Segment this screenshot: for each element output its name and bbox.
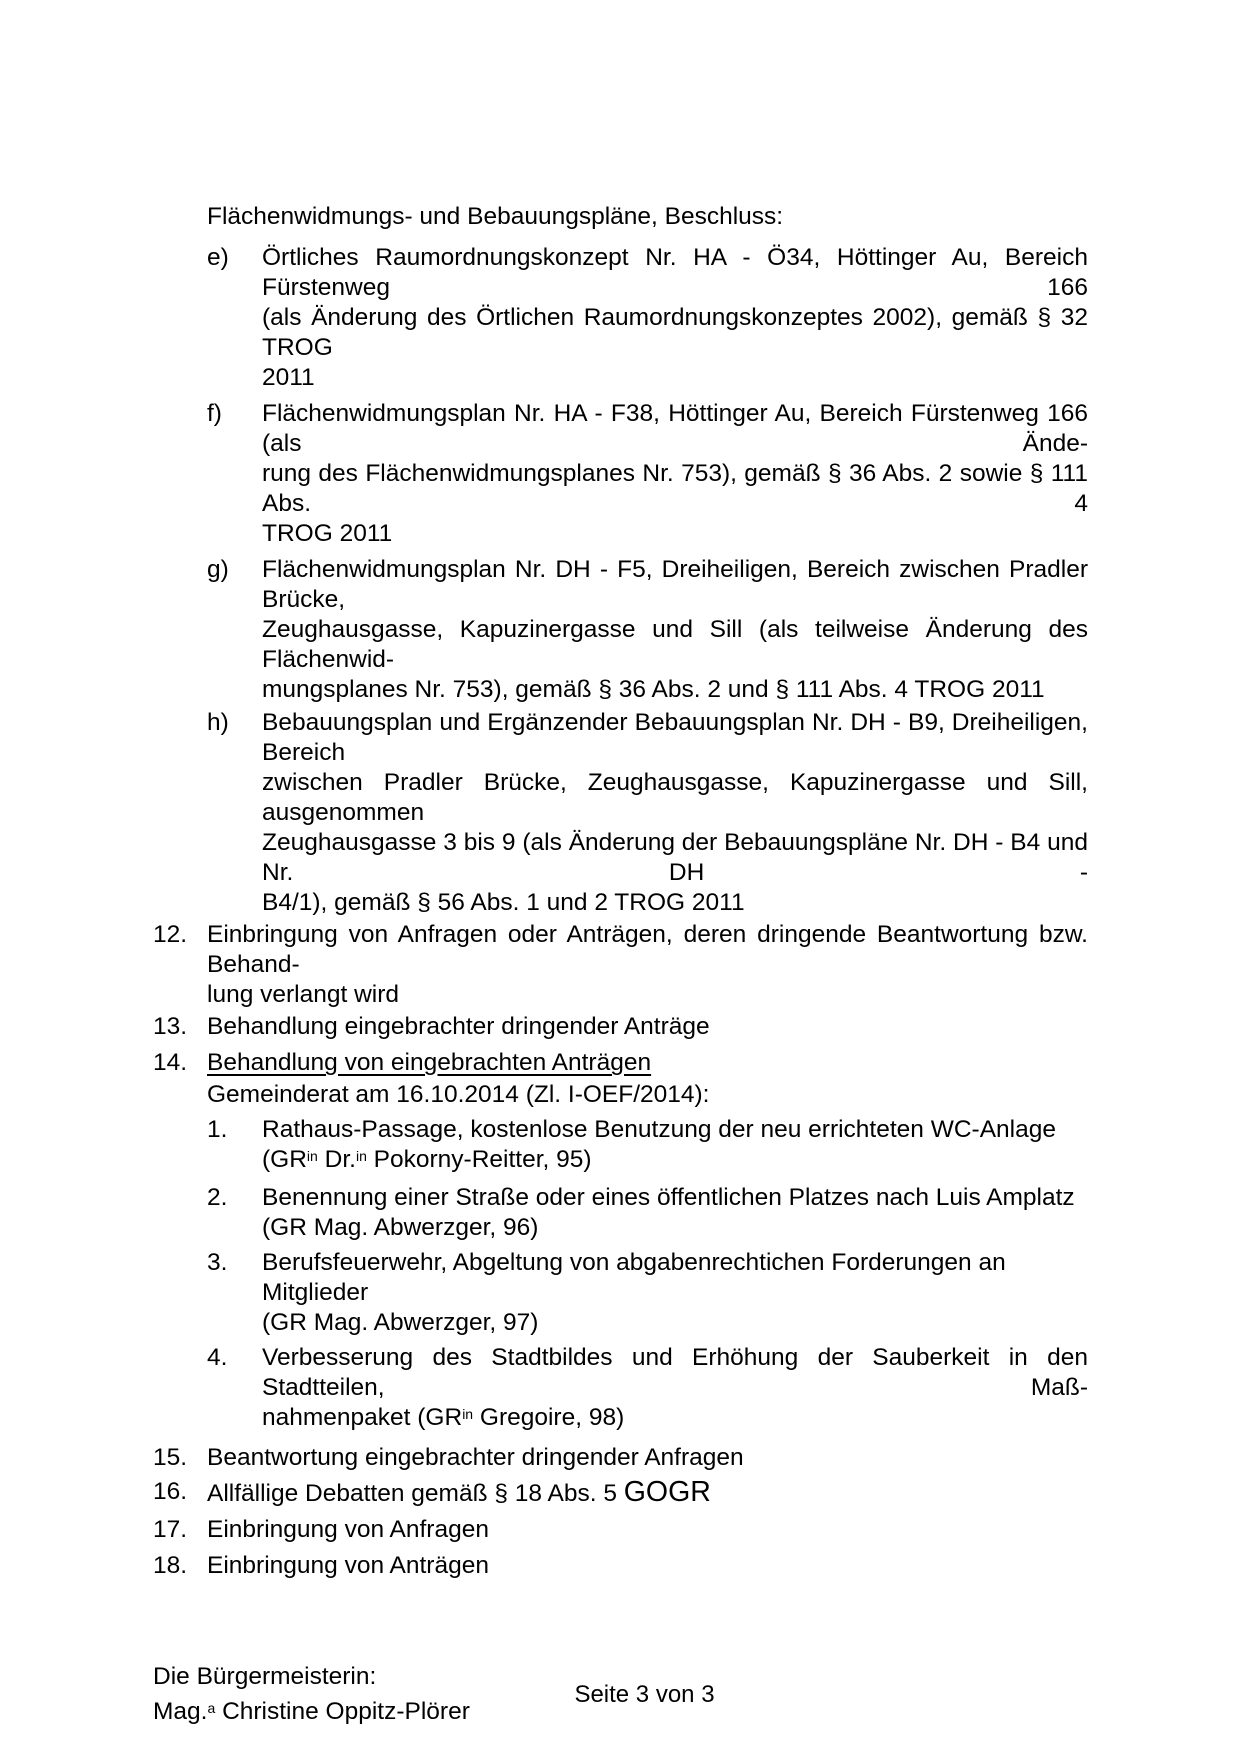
- footer-page-number: Seite 3 von 3: [574, 1681, 715, 1708]
- ref-part: Pokorny-Reitter, 95): [366, 1146, 592, 1173]
- subitem-marker: f): [207, 400, 222, 427]
- motion-number: 1.: [207, 1116, 228, 1143]
- motion-number: 2.: [207, 1184, 228, 1211]
- motion-text: [262, 1115, 1088, 1175]
- ref-part: Dr.: [317, 1146, 356, 1173]
- motion-1: [207, 1115, 1088, 1175]
- agenda-item-18: [153, 1551, 1088, 1581]
- motion-3: [207, 1248, 1088, 1338]
- item-text: [207, 1477, 1088, 1509]
- name-rest: Christine Oppitz-Plörer: [215, 1698, 470, 1725]
- agenda-subitem-f: [207, 399, 1088, 549]
- item-text: [207, 1551, 1088, 1581]
- motion-ref-line: [262, 1403, 1088, 1433]
- text-line: Zeughausgasse 3 bis 9 (als Änderung der Bebauungspläne Nr. DH - B4 und Nr. DH -: [262, 829, 1088, 886]
- text-line: TROG 2011: [262, 520, 393, 547]
- agenda-item-13: [153, 1012, 1088, 1042]
- superscript: in: [306, 1147, 318, 1164]
- motion-ref-line: [262, 1145, 1088, 1175]
- subitem-marker: e): [207, 244, 229, 271]
- motion-2: [207, 1183, 1088, 1243]
- name-prefix: Mag.: [153, 1698, 208, 1725]
- text-line: Einbringung von Anfragen: [207, 1516, 489, 1543]
- superscript: a: [207, 1699, 216, 1716]
- agenda-subitem-g: [207, 555, 1088, 705]
- text-line: Verbesserung des Stadtbildes und Erhöhung der Sauberkeit in den Stadtteilen, Maß-: [262, 1344, 1088, 1401]
- item-number: 17.: [153, 1516, 188, 1543]
- subitem-marker: h): [207, 709, 229, 736]
- agenda-item-16: [153, 1477, 1088, 1509]
- motion-text: [262, 1343, 1088, 1433]
- motion-ref-line: (GR Mag. Abwerzger, 97): [262, 1309, 539, 1336]
- item-text: [207, 1443, 1088, 1473]
- item-16-text: Allfällige Debatten gemäß § 18 Abs. 5: [207, 1480, 624, 1507]
- superscript: in: [462, 1405, 474, 1422]
- item-14-title-underlined: Behandlung von eingebrachten Anträgen: [207, 1049, 652, 1076]
- motion-text: [262, 1183, 1088, 1243]
- ref-part: Gregoire, 98): [473, 1404, 625, 1431]
- text-line: Berufsfeuerwehr, Abgeltung von abgabenrechtichen Forderungen an Mitglieder: [262, 1249, 1006, 1306]
- text-line: Bebauungsplan und Ergänzender Bebauungsplan Nr. DH - B9, Dreiheiligen, Bereich: [262, 709, 1088, 766]
- text-line: Benennung einer Straße oder eines öffentlichen Platzes nach Luis Amplatz: [262, 1184, 1075, 1211]
- text-line: Einbringung von Anträgen: [207, 1552, 489, 1579]
- agenda-subitem-h: [207, 708, 1088, 918]
- page-content: [153, 202, 1088, 1727]
- motion-text: [262, 1248, 1088, 1338]
- text-line: (als Änderung des Örtlichen Raumordnungskonzeptes 2002), gemäß § 32 TROG: [262, 304, 1088, 361]
- item-text: [207, 920, 1088, 1010]
- text-line: Örtliches Raumordnungskonzept Nr. HA - Ö34, Höttinger Au, Bereich Fürstenweg 166: [262, 244, 1088, 301]
- text-line: Behandlung eingebrachter dringender Anträge: [207, 1013, 710, 1040]
- item-text: [207, 1515, 1088, 1545]
- text-line: Rathaus-Passage, kostenlose Benutzung der neu errichteten WC-Anlage: [262, 1116, 1056, 1143]
- ref-part: (GR: [262, 1146, 307, 1173]
- text-line: lung verlangt wird: [207, 981, 400, 1008]
- item-14-subtitle: Gemeinderat am 16.10.2014 (Zl. I-OEF/2014):: [207, 1081, 710, 1108]
- item-number: 18.: [153, 1552, 188, 1579]
- ref-part: nahmenpaket (GR: [262, 1404, 463, 1431]
- signature-role: Die Bürgermeisterin:: [153, 1663, 377, 1690]
- text-line: 2011: [262, 364, 315, 391]
- section-heading: Flächenwidmungs- und Bebauungspläne, Beschluss:: [207, 203, 784, 230]
- text-line: mungsplanes Nr. 753), gemäß § 36 Abs. 2 und § 111 Abs. 4 TROG 2011: [262, 676, 1045, 703]
- item-16-abbreviation: GOGR: [623, 1476, 711, 1508]
- text-line: zwischen Pradler Brücke, Zeughausgasse, Kapuzinergasse und Sill, ausgenommen: [262, 769, 1088, 826]
- motion-number: 4.: [207, 1344, 228, 1371]
- item-text: [207, 1048, 1088, 1078]
- agenda-item-12: [153, 920, 1088, 1010]
- text-line: Beantwortung eingebrachter dringender Anfragen: [207, 1444, 744, 1471]
- superscript: in: [355, 1147, 367, 1164]
- subitem-text: [262, 243, 1088, 393]
- item-number: 16.: [153, 1478, 188, 1505]
- agenda-item-15: [153, 1443, 1088, 1473]
- motion-ref-line: (GR Mag. Abwerzger, 96): [262, 1214, 539, 1241]
- subitem-marker: g): [207, 556, 229, 583]
- item-number: 13.: [153, 1013, 188, 1040]
- agenda-item-17: [153, 1515, 1088, 1545]
- text-line: Zeughausgasse, Kapuzinergasse und Sill (als teilweise Änderung des Flächenwid-: [262, 616, 1088, 673]
- text-line: Flächenwidmungsplan Nr. HA - F38, Höttinger Au, Bereich Fürstenweg 166 (als Ände-: [262, 400, 1088, 457]
- item-text: [207, 1012, 1088, 1042]
- text-line: rung des Flächenwidmungsplanes Nr. 753), gemäß § 36 Abs. 2 sowie § 111 Abs. 4: [262, 460, 1088, 517]
- subitem-text: [262, 399, 1088, 549]
- subitem-text: [262, 555, 1088, 705]
- text-line: B4/1), gemäß § 56 Abs. 1 und 2 TROG 2011: [262, 889, 745, 916]
- motion-number: 3.: [207, 1249, 228, 1276]
- text-line: [207, 1477, 1088, 1509]
- item-number: 14.: [153, 1049, 188, 1076]
- subitem-text: [262, 708, 1088, 918]
- text-line: Flächenwidmungsplan Nr. DH - F5, Dreiheiligen, Bereich zwischen Pradler Brücke,: [262, 556, 1088, 613]
- agenda-subitem-e: [207, 243, 1088, 393]
- text-line: Einbringung von Anfragen oder Anträgen, deren dringende Beantwortung bzw. Behand-: [207, 921, 1088, 978]
- item-number: 15.: [153, 1444, 188, 1471]
- item-number: 12.: [153, 921, 188, 948]
- agenda-item-14: [153, 1048, 1088, 1078]
- motion-4: [207, 1343, 1088, 1433]
